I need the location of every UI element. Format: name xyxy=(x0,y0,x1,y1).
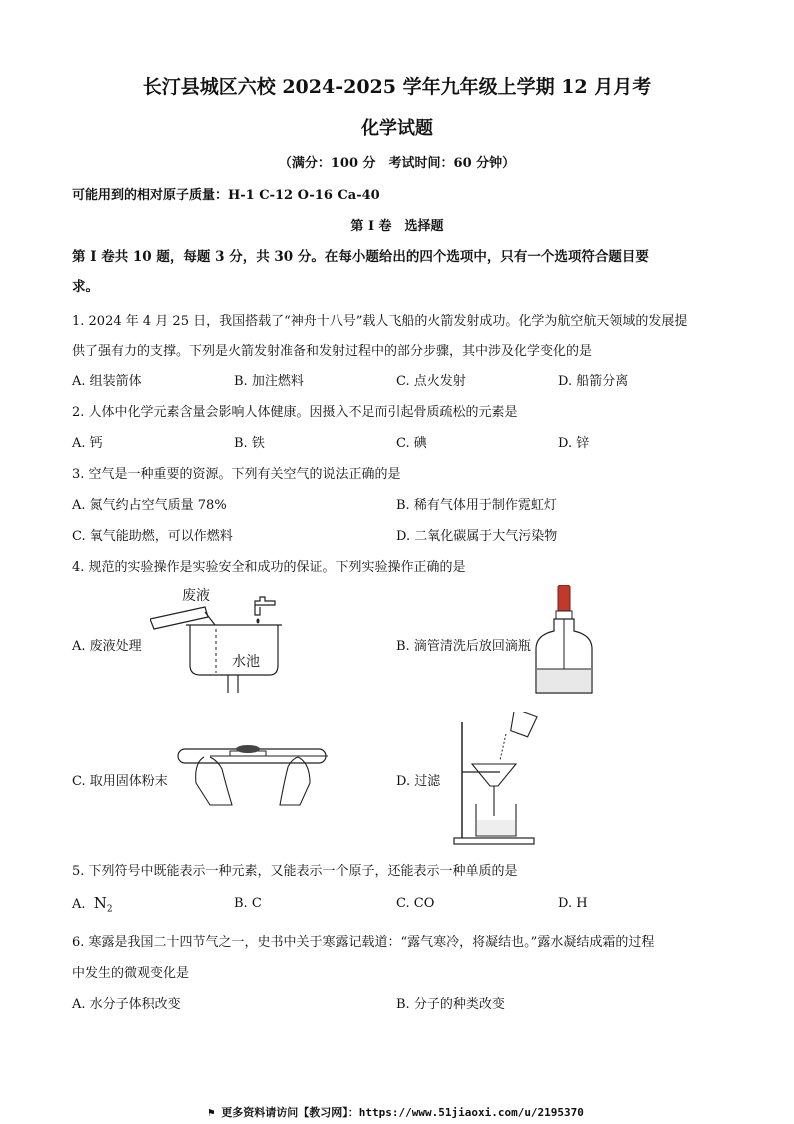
q5-stem: 5. 下列符号中既能表示一种元素，又能表示一个原子，还能表示一种单质的是 xyxy=(72,864,518,879)
q3-stem: 3. 空气是一种重要的资源。下列有关空气的说法正确的是 xyxy=(72,467,401,482)
q4-option-d: D. 过滤 xyxy=(396,774,441,789)
exam-subtitle: 化学试题 xyxy=(361,118,433,139)
q1-option-a: A. 组装箭体 xyxy=(72,374,142,389)
q1-option-b: B. 加注燃料 xyxy=(234,374,304,389)
q2-option-a: A. 钙 xyxy=(72,436,103,451)
q4-option-a: A. 废液处理 xyxy=(72,639,142,654)
q5-option-a-symbol: N xyxy=(93,894,107,912)
q3-option-d: D. 二氧化碳属于大气污染物 xyxy=(396,529,558,544)
q6-option-b: B. 分子的种类改变 xyxy=(396,997,505,1012)
q3-option-b: B. 稀有气体用于制作霓虹灯 xyxy=(396,498,557,513)
q6-stem-line1: 6. 寒露是我国二十四节气之一，史书中关于寒露记载道：“露气寒冷，将凝结也。”露水凝结成霜的过程 xyxy=(72,935,655,950)
q4-option-c: C. 取用固体粉末 xyxy=(72,774,168,789)
q2-option-c: C. 碘 xyxy=(396,436,427,451)
filtration-figure xyxy=(450,712,560,847)
test-tube-powder-figure xyxy=(170,735,340,810)
q2-option-b: B. 铁 xyxy=(234,436,265,451)
waste-liquid-figure xyxy=(150,585,290,695)
q1-stem-line2: 供了强有力的支撑。下列是火箭发射准备和发射过程中的部分步骤，其中涉及化学变化的是 xyxy=(72,344,593,359)
q5-option-a-subscript: 2 xyxy=(106,904,113,915)
q2-option-d: D. 锌 xyxy=(558,436,590,451)
q5-option-d: D. H xyxy=(558,896,588,911)
atomic-mass-note: 可能用到的相对原子质量：H-1 C-12 O-16 Ca-40 xyxy=(72,188,380,203)
q6-stem-line2: 中发生的微观变化是 xyxy=(72,966,190,981)
q5-option-c: C. CO xyxy=(396,896,435,911)
q1-stem-line1: 1. 2024 年 4 月 25 日，我国搭载了“神舟十八号”载人飞船的火箭发射成功。化学为航空航天领域的发展提 xyxy=(72,314,688,329)
section-instructions-line2: 求。 xyxy=(72,279,99,295)
dropper-bottle-figure xyxy=(530,585,600,700)
waste-label: 废液 xyxy=(182,588,210,604)
flag-icon: ⚑ xyxy=(208,1106,215,1119)
q3-option-c: C. 氧气能助燃，可以作燃料 xyxy=(72,529,233,544)
q4-stem: 4. 规范的实验操作是实验安全和成功的保证。下列实验操作正确的是 xyxy=(72,560,466,575)
q2-stem: 2. 人体中化学元素含量会影响人体健康。因摄入不足而引起骨质疏松的元素是 xyxy=(72,405,518,420)
q1-option-d: D. 船箭分离 xyxy=(558,374,629,389)
exam-title: 长汀县城区六校 2024-2025 学年九年级上学期 12 月月考 xyxy=(142,76,652,98)
section-title: 第 I 卷 选择题 xyxy=(350,219,444,234)
footer-text: 更多资料请访问【教习网】：https://www.51jiaoxi.com/u/2195370 xyxy=(221,1106,584,1119)
footer-link[interactable] xyxy=(208,1104,584,1120)
q6-option-a: A. 水分子体积改变 xyxy=(72,997,181,1012)
q5-option-b: B. C xyxy=(234,896,262,911)
q4-option-b: B. 滴管清洗后放回滴瓶 xyxy=(396,639,531,654)
q5-option-a-label: A. xyxy=(72,897,86,912)
q5-option-a xyxy=(72,894,113,915)
section-instructions-line1: 第 I 卷共 10 题，每题 3 分，共 30 分。在每小题给出的四个选项中，只有一个选项符合题目要 xyxy=(72,249,649,265)
q3-option-a: A. 氮气约占空气质量 78% xyxy=(72,498,227,513)
sink-label: 水池 xyxy=(232,654,260,670)
exam-info: （满分：100 分 考试时间：60 分钟） xyxy=(278,156,516,171)
q1-option-c: C. 点火发射 xyxy=(396,374,466,389)
